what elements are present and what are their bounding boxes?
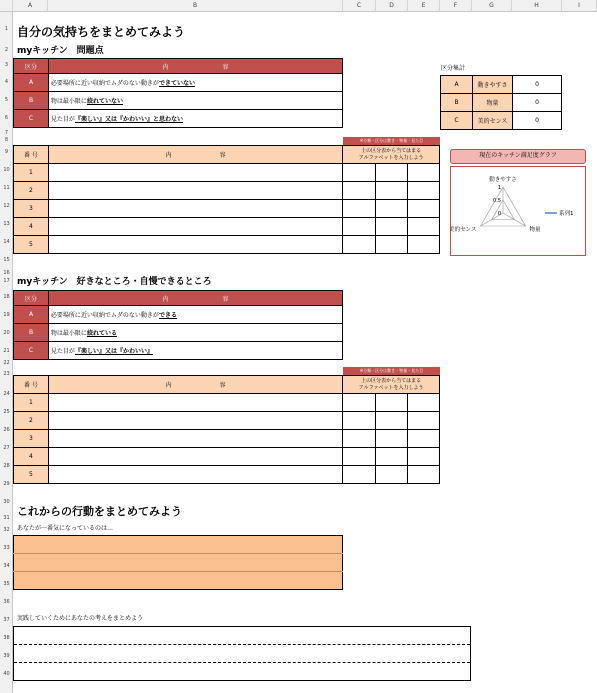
entry-number: 5 [14,466,49,484]
column-header-i[interactable]: I [562,0,597,12]
summary-name-c: 美的センス [473,112,513,130]
entry-kubun-cell[interactable] [376,430,408,448]
entry-number: 1 [14,164,49,182]
entry-kubun-cell[interactable] [343,412,376,430]
row-header[interactable]: 32 [3,527,10,533]
row-header[interactable]: 29 [3,481,10,487]
concern-prompt: あなたが一番気になっているのは… [17,525,114,532]
column-header-d[interactable]: D [376,0,408,12]
radar-tick-label: 1 [497,185,501,191]
entry-kubun-cell[interactable] [343,430,376,448]
row-header[interactable]: 18 [3,294,10,300]
entry-kubun-cell[interactable] [408,448,440,466]
category-text-b[interactable]: 物は最小限に絞れていない [49,92,343,110]
category-text-b[interactable]: 物は最小限に絞れている [49,324,343,342]
kubun-header: 区分 [14,59,49,74]
entry-kubun-cell[interactable] [343,182,376,200]
kubun-input-header: 上の区分表から当てはまる アルファベットを入力しよう [343,376,440,394]
thoughts-prompt: 実践していくためにあなたの考えをまとめよう [17,615,144,622]
entry-kubun-cell[interactable] [408,218,440,236]
section3-heading: これからの行動をまとめてみよう [17,505,182,518]
row-header[interactable]: 19 [3,312,10,318]
row-header[interactable]: 25 [3,409,10,415]
row-header[interactable]: 14 [3,239,10,245]
section2-heading: myキッチン 好きなところ・自慢できるところ [17,277,212,287]
column-header-b[interactable]: B [48,0,343,12]
column-header-f[interactable]: F [440,0,472,12]
row-header[interactable]: 7 [4,130,9,136]
concern-input-box[interactable] [13,535,343,590]
entry-number: 3 [14,200,49,218]
entry-content-cell[interactable] [48,200,342,218]
entry-content-cell[interactable] [48,182,342,200]
column-header-g[interactable]: G [472,0,512,12]
row-header[interactable]: 23 [3,371,10,377]
category-text-c[interactable]: 見た目が『楽しい』又は『かわいい』 [49,342,343,360]
row-header[interactable]: 10 [3,167,10,173]
row-header[interactable]: 3 [4,62,9,68]
summary-value-a[interactable]: 0 [513,76,562,94]
entry-number: 4 [14,218,49,236]
row-header[interactable]: 8 [4,137,9,143]
radar-category-label: 動きやすさ [489,177,517,183]
row-header[interactable]: 6 [4,115,9,121]
row-header[interactable]: 5 [4,97,9,103]
row-header[interactable]: 31 [3,515,10,521]
summary-value-b[interactable]: 0 [513,94,562,112]
summary-key-c: C [441,112,473,130]
entry-content-cell[interactable] [48,218,342,236]
entry-content-cell[interactable] [48,412,342,430]
satisfaction-radar-chart[interactable] [450,166,586,256]
category-text-a[interactable]: 必要場所に近い収納でムダのない動きができる [49,306,343,324]
summary-name-b: 物量 [473,94,513,112]
row-header[interactable]: 1 [4,26,9,32]
satisfaction-graph-button[interactable]: 現在のキッチン満足度グラフ [450,149,586,164]
column-header-a[interactable]: A [13,0,48,12]
summary-key-b: B [441,94,473,112]
entry-kubun-cell[interactable] [376,412,408,430]
entry-kubun-cell[interactable] [343,236,376,254]
entry-content-cell[interactable] [48,394,342,412]
row-header[interactable]: 2 [4,47,9,53]
entry-kubun-cell[interactable] [343,466,376,484]
thoughts-input-box[interactable] [13,626,471,681]
entry-kubun-cell[interactable] [376,164,408,182]
row-header[interactable]: 33 [3,545,10,551]
radar-chart-svg [451,167,585,255]
entry-kubun-cell[interactable] [408,164,440,182]
entry-content-cell[interactable] [48,236,342,254]
row-header[interactable]: 16 [3,270,10,276]
strength-category-table [13,290,343,360]
table2-red-note: ※分類・区分は動き・物量・見た目 [343,367,440,375]
strength-entry-table [13,375,440,484]
column-header-c[interactable]: C [343,0,376,12]
row-header[interactable]: 17 [3,278,10,284]
summary-table [440,75,562,130]
entry-content-cell[interactable] [48,448,342,466]
summary-name-a: 動きやすさ [473,76,513,94]
column-header-bar [0,0,597,12]
entry-content-cell[interactable] [48,466,342,484]
row-header[interactable]: 26 [3,427,10,433]
entry-number: 4 [14,448,49,466]
category-text-c[interactable]: 見た目が『楽しい』又は『かわいい』と思わない [49,110,343,128]
row-header[interactable]: 21 [3,348,10,354]
row-header[interactable]: 39 [3,653,10,659]
entry-kubun-cell[interactable] [376,466,408,484]
section1-heading: myキッチン 問題点 [17,46,104,56]
entry-kubun-cell[interactable] [376,218,408,236]
row-header-bar [0,12,13,693]
radar-category-label: 物量 [529,227,541,233]
column-header-h[interactable]: H [512,0,562,12]
entry-number: 2 [14,412,49,430]
category-key-a: A [14,74,49,92]
category-key-c: C [14,110,49,128]
problem-entry-table [13,145,440,254]
entry-kubun-cell[interactable] [408,236,440,254]
entry-kubun-cell[interactable] [376,236,408,254]
entry-number: 5 [14,236,49,254]
category-key-a: A [14,306,49,324]
row-header[interactable]: 37 [3,617,10,623]
row-header[interactable]: 35 [3,581,10,587]
naiyou-header: 内 容 [49,59,343,74]
entry-kubun-cell[interactable] [408,200,440,218]
summary-label: 区分集計 [441,65,466,72]
entry-number: 2 [14,182,49,200]
entry-kubun-cell[interactable] [343,200,376,218]
row-header[interactable]: 9 [4,149,9,155]
entry-content-cell[interactable] [48,164,342,182]
column-header-e[interactable]: E [408,0,440,12]
row-header[interactable]: 36 [3,599,10,605]
kubun-header: 区分 [14,291,49,306]
row-header[interactable]: 27 [3,445,10,451]
entry-number: 3 [14,430,49,448]
naiyou-header: 内 容 [49,291,343,306]
row-header[interactable]: 24 [3,391,10,397]
row-header[interactable]: 15 [3,257,10,263]
row-header[interactable]: 34 [3,563,10,569]
category-key-c: C [14,342,49,360]
entry-kubun-cell[interactable] [376,182,408,200]
legend-label: 系列1 [559,211,574,217]
entry-kubun-cell[interactable] [408,394,440,412]
entry-number: 1 [14,394,49,412]
no-header: 番 号 [14,146,49,164]
kubun-input-header: 上の区分表から当てはまる アルファベットを入力しよう [343,146,440,164]
row-header[interactable]: 20 [3,330,10,336]
radar-tick-label: 0 [497,211,501,217]
radar-category-label: 美的センス [451,227,477,233]
entry-kubun-cell[interactable] [343,394,376,412]
entry-kubun-cell[interactable] [408,182,440,200]
entry-kubun-cell[interactable] [343,448,376,466]
content-header: 内 容 [48,146,342,164]
entry-kubun-cell[interactable] [408,412,440,430]
summary-key-a: A [441,76,473,94]
row-header[interactable]: 38 [3,635,10,641]
category-text-a[interactable]: 必要場所に近い収納でムダのない動きができていない [49,74,343,92]
entry-content-cell[interactable] [48,430,342,448]
summary-value-c[interactable]: 0 [513,112,562,130]
row-header[interactable]: 28 [3,463,10,469]
entry-kubun-cell[interactable] [408,466,440,484]
category-key-b: B [14,324,49,342]
no-header: 番 号 [14,376,49,394]
entry-kubun-cell[interactable] [408,430,440,448]
row-header[interactable]: 22 [3,360,10,366]
row-header[interactable]: 11 [3,185,10,191]
row-header[interactable]: 30 [3,499,10,505]
entry-kubun-cell[interactable] [376,394,408,412]
radar-tick-label: 0.5 [493,198,501,204]
entry-kubun-cell[interactable] [343,218,376,236]
entry-kubun-cell[interactable] [376,200,408,218]
entry-kubun-cell[interactable] [376,448,408,466]
corner-cell[interactable] [0,0,13,12]
table1-red-note: ※分類・区分は動き・物量・見た目 [343,137,440,145]
row-header[interactable]: 12 [3,203,10,209]
content-header: 内 容 [48,376,342,394]
row-header[interactable]: 40 [3,671,10,677]
row-header[interactable]: 13 [3,221,10,227]
entry-kubun-cell[interactable] [343,164,376,182]
row-header[interactable]: 4 [4,79,9,85]
category-key-b: B [14,92,49,110]
page-title: 自分の気持ちをまとめてみよう [17,25,186,39]
problem-category-table [13,58,343,128]
